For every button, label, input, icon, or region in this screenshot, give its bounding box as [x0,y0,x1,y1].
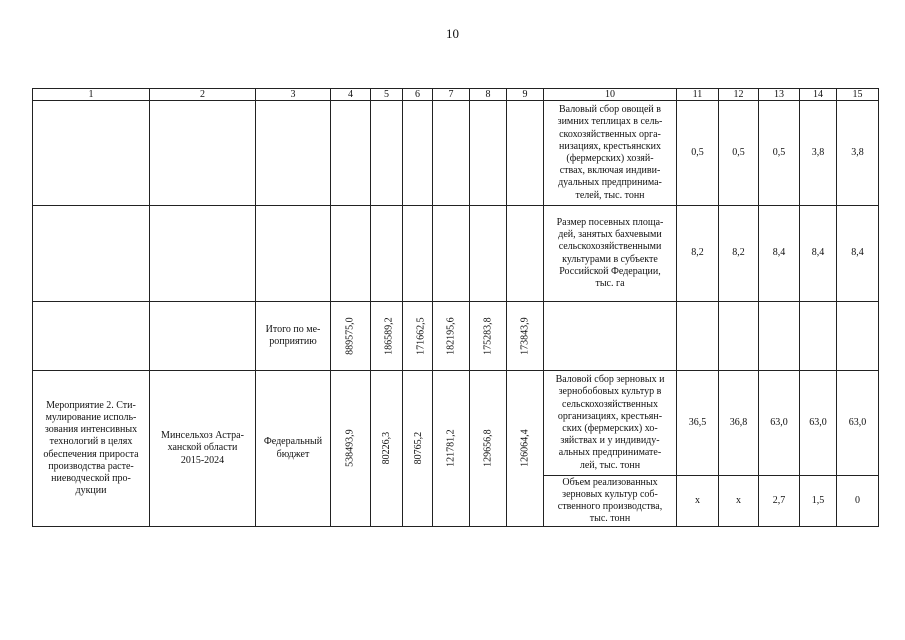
col-number: 15 [837,89,879,101]
amount-cell [403,371,433,527]
value-cell: 8,2 [677,206,719,302]
indicator-line: зернобобовых культур в [558,386,662,398]
value-cell: х [677,476,719,527]
indicator-line: дей, занятых бахчевыми [558,229,662,241]
amount-cell [371,371,403,527]
indicator-line: Валовой сбор зерновых и [555,374,665,386]
indicator-line: зяйствах и у индивиду- [560,435,660,447]
value-cell: 0,5 [759,101,800,206]
indicator-line: ских (фермерских) хо- [562,423,658,434]
measure-cell-empty [33,302,150,371]
col-number: 3 [256,89,331,101]
table-row [33,101,879,206]
col-number: 7 [433,89,470,101]
col-number: 8 [470,89,507,101]
source-cell-empty [256,206,331,302]
source-cell [256,302,331,371]
indicator-cell [544,206,677,302]
indicator-cell [544,101,677,206]
value-cell-empty [837,302,879,371]
amount-cell-empty [371,101,403,206]
source-cell [256,371,331,527]
executor-cell [150,371,256,527]
indicator-line: альных предпринимате- [558,447,662,459]
measure-line: технологий в целях [49,436,133,448]
indicator-line: тыс. тонн [589,513,631,525]
amount-cell [470,302,507,371]
value-cell: 3,8 [837,101,879,206]
amount-cell [470,371,507,527]
measure-line: Мероприятие 2. Сти- [46,399,136,411]
indicator-line: ственного производства, [557,501,663,512]
indicator-cell [544,371,677,476]
value-cell: 63,0 [759,371,800,476]
measure-cell-empty [33,206,150,302]
col-number: 12 [719,89,759,101]
col-number: 9 [507,89,544,101]
amount-cell-empty [331,101,371,206]
value-cell: 36,8 [719,371,759,476]
value-cell: 63,0 [837,371,879,476]
value-cell: 36,5 [677,371,719,476]
col-number: 13 [759,89,800,101]
value-cell: 63,0 [800,371,837,476]
amount-value: 80765,2 [413,432,425,465]
indicator-line: Российской Федерации, [559,265,661,277]
amount-cell-empty [507,206,544,302]
amount-cell-empty [331,206,371,302]
amount-cell-empty [403,101,433,206]
value-cell: х [719,476,759,527]
value-cell: 0 [837,476,879,527]
measure-line: зования интенсивных [44,424,138,436]
amount-value: 889575,0 [344,317,356,355]
col-number: 14 [800,89,837,101]
value-cell: 1,5 [800,476,837,527]
amount-cell-empty [470,101,507,206]
indicator-line: скохозяйственных орга- [559,128,661,140]
value-cell: 2,7 [759,476,800,527]
indicator-line: Валовый сбор овощей в [559,104,661,116]
col-number: 5 [371,89,403,101]
source-line: Федеральный [263,436,323,448]
value-cell-empty [800,302,837,371]
indicator-line: зимних теплицах в сель- [557,116,663,128]
indicator-line: тыс. га [595,277,625,289]
value-cell: 8,4 [837,206,879,302]
amount-value: 186589,2 [383,317,395,355]
amount-cell-empty [371,206,403,302]
amount-cell-empty [433,206,470,302]
table-row [33,206,879,302]
measure-line: обеспечения прироста [43,448,139,460]
executor-line: 2015-2024 [180,454,225,466]
value-cell-empty [677,302,719,371]
col-number: 4 [331,89,371,101]
indicator-line: низациях, крестьянских [559,140,661,152]
indicator-line: Объем реализованных [562,476,658,488]
col-number: 10 [544,89,677,101]
measure-line: производства расте- [48,460,134,472]
amount-value: 182195,6 [445,317,457,355]
indicator-line: (фермерских) хозяй- [566,153,654,164]
indicator-line: телей, тыс. тонн [575,189,645,201]
value-cell: 0,5 [719,101,759,206]
indicator-cell-empty [544,302,677,371]
amount-cell-empty [433,101,470,206]
page-number: 10 [446,26,459,41]
amount-cell [433,302,470,371]
executor-cell-empty [150,206,256,302]
amount-cell [507,302,544,371]
value-cell: 8,4 [800,206,837,302]
indicator-line: ствах, включая индиви- [559,165,661,177]
amount-value: 173843,9 [519,317,531,355]
value-cell: 3,8 [800,101,837,206]
executor-cell-empty [150,101,256,206]
measure-line: ниеводческой про- [51,472,131,484]
measure-line: мулирование исполь- [45,411,137,423]
measure-line: дукции [75,485,107,497]
col-number: 1 [33,89,150,101]
amount-cell [331,371,371,527]
amount-value: 171662,5 [415,317,427,355]
indicator-line: организациях, крестьян- [557,410,663,422]
measure-cell [33,371,150,527]
amount-cell-empty [507,101,544,206]
indicator-line: зерновых культур соб- [562,488,658,500]
source-line: роприятию [269,336,317,347]
amount-cell [507,371,544,527]
indicator-line: сельскохозяйственных [562,398,658,410]
program-table [32,88,879,527]
amount-cell-empty [470,206,507,302]
amount-cell [371,302,403,371]
amount-value: 126064,4 [519,429,531,468]
indicator-line: Размер посевных площа- [556,216,664,228]
col-number: 2 [150,89,256,101]
measure-cell-empty [33,101,150,206]
value-cell-empty [759,302,800,371]
amount-value: 538493,9 [344,429,356,468]
value-cell-empty [719,302,759,371]
value-cell: 8,4 [759,206,800,302]
executor-line: Минсельхоз Астра- [161,430,244,442]
col-number: 11 [677,89,719,101]
value-cell: 8,2 [719,206,759,302]
indicator-line: дуальных предпринима- [558,177,662,189]
indicator-line: сельскохозяйственными [558,241,662,253]
amount-value: 121781,2 [445,429,457,468]
source-line: Итого по ме- [265,323,321,335]
indicator-line: лей, тыс. тонн [579,459,641,471]
amount-cell [331,302,371,371]
source-cell-empty [256,101,331,206]
executor-cell-empty [150,302,256,371]
amount-value: 80226,3 [381,432,393,465]
amount-cell [433,371,470,527]
header-row [33,89,879,101]
value-cell: 0,5 [677,101,719,206]
indicator-cell [544,476,677,527]
col-number: 6 [403,89,433,101]
amount-value: 175283,8 [482,317,494,355]
source-line: бюджет [276,448,310,460]
amount-cell-empty [403,206,433,302]
table-row-total [33,302,879,371]
amount-value: 129656,8 [482,429,494,468]
table-row-measure [33,371,879,476]
indicator-line: культурами в субъекте [562,253,658,265]
amount-cell [403,302,433,371]
executor-line: ханской области [167,442,238,454]
